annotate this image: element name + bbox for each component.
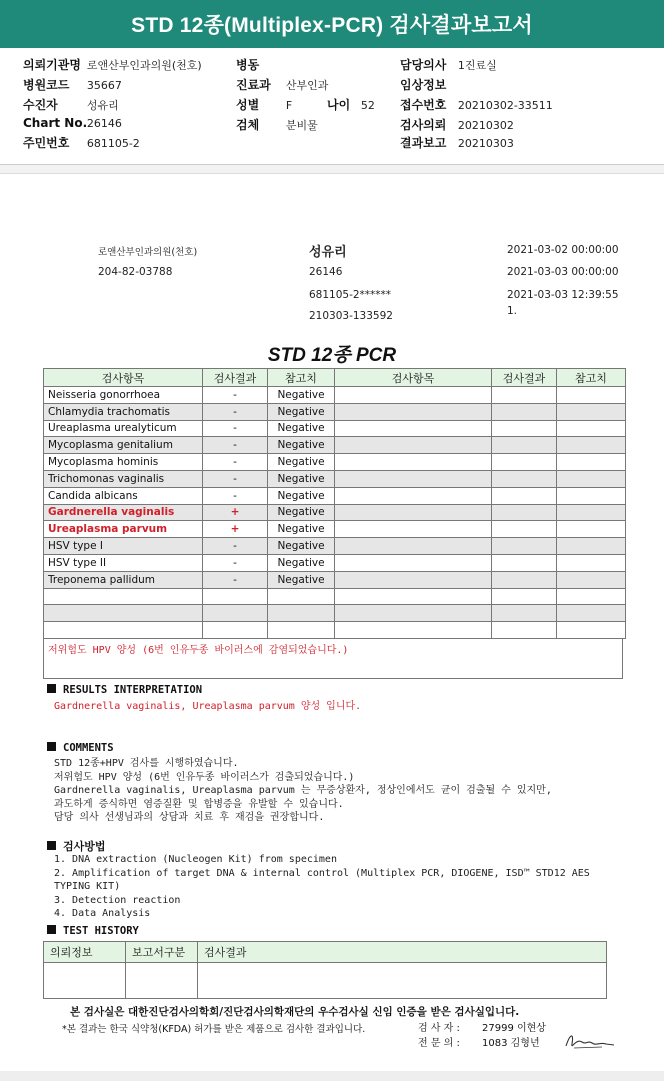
col-header-test-result: 검사결과	[198, 942, 607, 963]
info-row-chart: Chart No. 26146	[23, 116, 122, 130]
info-row-clinical-info: 임상정보	[400, 78, 447, 92]
meta-date1: 2021-03-02 00:00:00	[507, 244, 619, 256]
methods-line: 3. Detection reaction	[54, 894, 181, 906]
col-header-result-2: 검사결과	[492, 369, 557, 387]
tester-value: 27999 이현상	[482, 1023, 546, 1034]
info-row-age: 나이 52	[327, 98, 375, 112]
meta-date2: 2021-03-03 00:00:00	[507, 266, 619, 278]
col-header-reference: 참고치	[268, 369, 335, 387]
methods-heading: 검사방법	[47, 838, 106, 854]
table-row: Mycoplasma hominis - Negative	[44, 454, 626, 471]
table-row: Neisseria gonorrhoea - Negative	[44, 387, 626, 404]
info-row-rrn: 주민번호 681105-2	[23, 136, 140, 150]
bullet-square-icon	[47, 742, 56, 751]
table-row-empty	[44, 588, 626, 605]
tester-label: 검 사 자 :	[418, 1023, 460, 1034]
meta-patient-name: 성유리	[309, 245, 347, 260]
methods-line: 2. Amplification of target DNA & internal control (Multiplex PCR, DIOGENE, ISD™ STD12 AES	[54, 867, 590, 879]
info-row-hospital-code: 병원코드 35667	[23, 78, 122, 92]
comments-line: 과도하게 증식하면 염증질환 및 합병증을 유발할 수 있습니다.	[54, 798, 344, 810]
results-table-title: STD 12종 PCR	[267, 345, 397, 366]
bullet-square-icon	[47, 684, 56, 693]
info-row-patient: 수진자 성유리	[23, 98, 119, 112]
info-row-receipt-no: 접수번호 20210302-33511	[400, 98, 553, 112]
col-header-request-info: 의뢰정보	[44, 942, 126, 963]
col-header-report-type: 보고서구분	[126, 942, 198, 963]
table-row-positive: Gardnerella vaginalis + Negative	[44, 504, 626, 521]
history-heading: TEST HISTORY	[47, 925, 139, 937]
col-header-reference-2: 참고치	[557, 369, 626, 387]
methods-line: 4. Data Analysis	[54, 908, 151, 919]
signature-icon	[562, 1028, 618, 1054]
table-row: HSV type I - Negative	[44, 538, 626, 555]
table-row: Trichomonas vaginalis - Negative	[44, 470, 626, 487]
comments-line: 담당 의사 선생님과의 상담과 치료 후 재검을 권장합니다.	[54, 812, 325, 823]
divider-band	[0, 165, 664, 174]
info-row-report-date: 결과보고 20210303	[400, 136, 514, 150]
info-row-specimen: 검체 분비물	[236, 118, 318, 132]
info-row-request-date: 검사의뢰 20210302	[400, 118, 514, 132]
table-row: Ureaplasma urealyticum - Negative	[44, 420, 626, 437]
info-row-sex: 성별 F	[236, 98, 293, 112]
meta-rrn: 681105-2******	[309, 289, 392, 301]
history-table-header	[44, 942, 607, 963]
patient-info-header	[0, 48, 664, 165]
bullet-square-icon	[47, 925, 56, 934]
report-title-bar	[0, 0, 664, 48]
table-row-positive: Ureaplasma parvum + Negative	[44, 521, 626, 538]
meta-chart: 26146	[309, 266, 343, 278]
info-row-ward: 병동	[236, 58, 260, 72]
comments-heading: COMMENTS	[47, 742, 114, 754]
report-title: STD 12종(Multiplex-PCR) 검사결과보고서	[131, 14, 533, 37]
specialist-label: 전 문 의 :	[418, 1038, 460, 1049]
table-row: Mycoplasma genitalium - Negative	[44, 437, 626, 454]
table-row-empty	[44, 963, 607, 999]
col-header-test-item: 검사항목	[44, 369, 203, 387]
table-row-empty	[44, 622, 626, 639]
comments-line: Gardnerella vaginalis, Ureaplasma parvum 는 무증상환자, 정상인에서도 균이 검출될 수 있지만,	[54, 785, 552, 796]
specialist-value: 1083 김형년	[482, 1038, 540, 1049]
results-table-header	[44, 369, 626, 387]
table-row: Chlamydia trachomatis - Negative	[44, 403, 626, 420]
methods-line: TYPING KIT)	[54, 881, 121, 892]
table-row: HSV type II - Negative	[44, 554, 626, 571]
meta-business-no: 204-82-03788	[98, 266, 173, 278]
methods-line: 1. DNA extraction (Nucleogen Kit) from specimen	[54, 854, 337, 865]
results-table	[43, 368, 626, 639]
col-header-test-item-2: 검사항목	[335, 369, 492, 387]
accreditation-notice: 본 검사실은 대한진단검사의학회/진단검사의학재단의 우수검사실 신임 인증을 받은 검사실입니다.	[70, 1006, 520, 1018]
info-row-doctor: 담당의사 1진료실	[400, 58, 497, 72]
meta-date3: 2021-03-03 12:39:55	[507, 289, 619, 301]
table-row: Candida albicans - Negative	[44, 487, 626, 504]
info-row-department: 진료과 산부인과	[236, 78, 329, 92]
meta-sample-no: 210303-133592	[309, 310, 393, 322]
bullet-square-icon	[47, 841, 56, 850]
table-row-empty	[44, 605, 626, 622]
history-table	[43, 941, 607, 999]
results-text: Gardnerella vaginalis, Ureaplasma parvum 양성 입니다.	[54, 701, 362, 712]
results-heading: RESULTS INTERPRETATION	[47, 684, 202, 696]
table-row: Treponema pallidum - Negative	[44, 571, 626, 588]
meta-date3-suffix: 1.	[507, 305, 518, 317]
bottom-bar	[0, 1071, 664, 1081]
comments-line: 저위험도 HPV 양성 (6번 인유두종 바이러스가 검출되었습니다.)	[54, 771, 355, 783]
table-note: 저위험도 HPV 양성 (6번 인유두종 바이러스에 감염되었습니다.)	[43, 639, 623, 679]
col-header-result: 검사결과	[203, 369, 268, 387]
info-row-institution: 의뢰기관명 로앤산부인과의원(천호)	[23, 58, 202, 72]
comments-line: STD 12종+HPV 검사를 시행하였습니다.	[54, 758, 239, 769]
kfda-notice: *본 결과는 한국 식약청(KFDA) 허가를 받은 제품으로 검사한 결과입니다.	[62, 1024, 366, 1035]
meta-clinic: 로앤산부인과의원(천호)	[98, 247, 198, 258]
